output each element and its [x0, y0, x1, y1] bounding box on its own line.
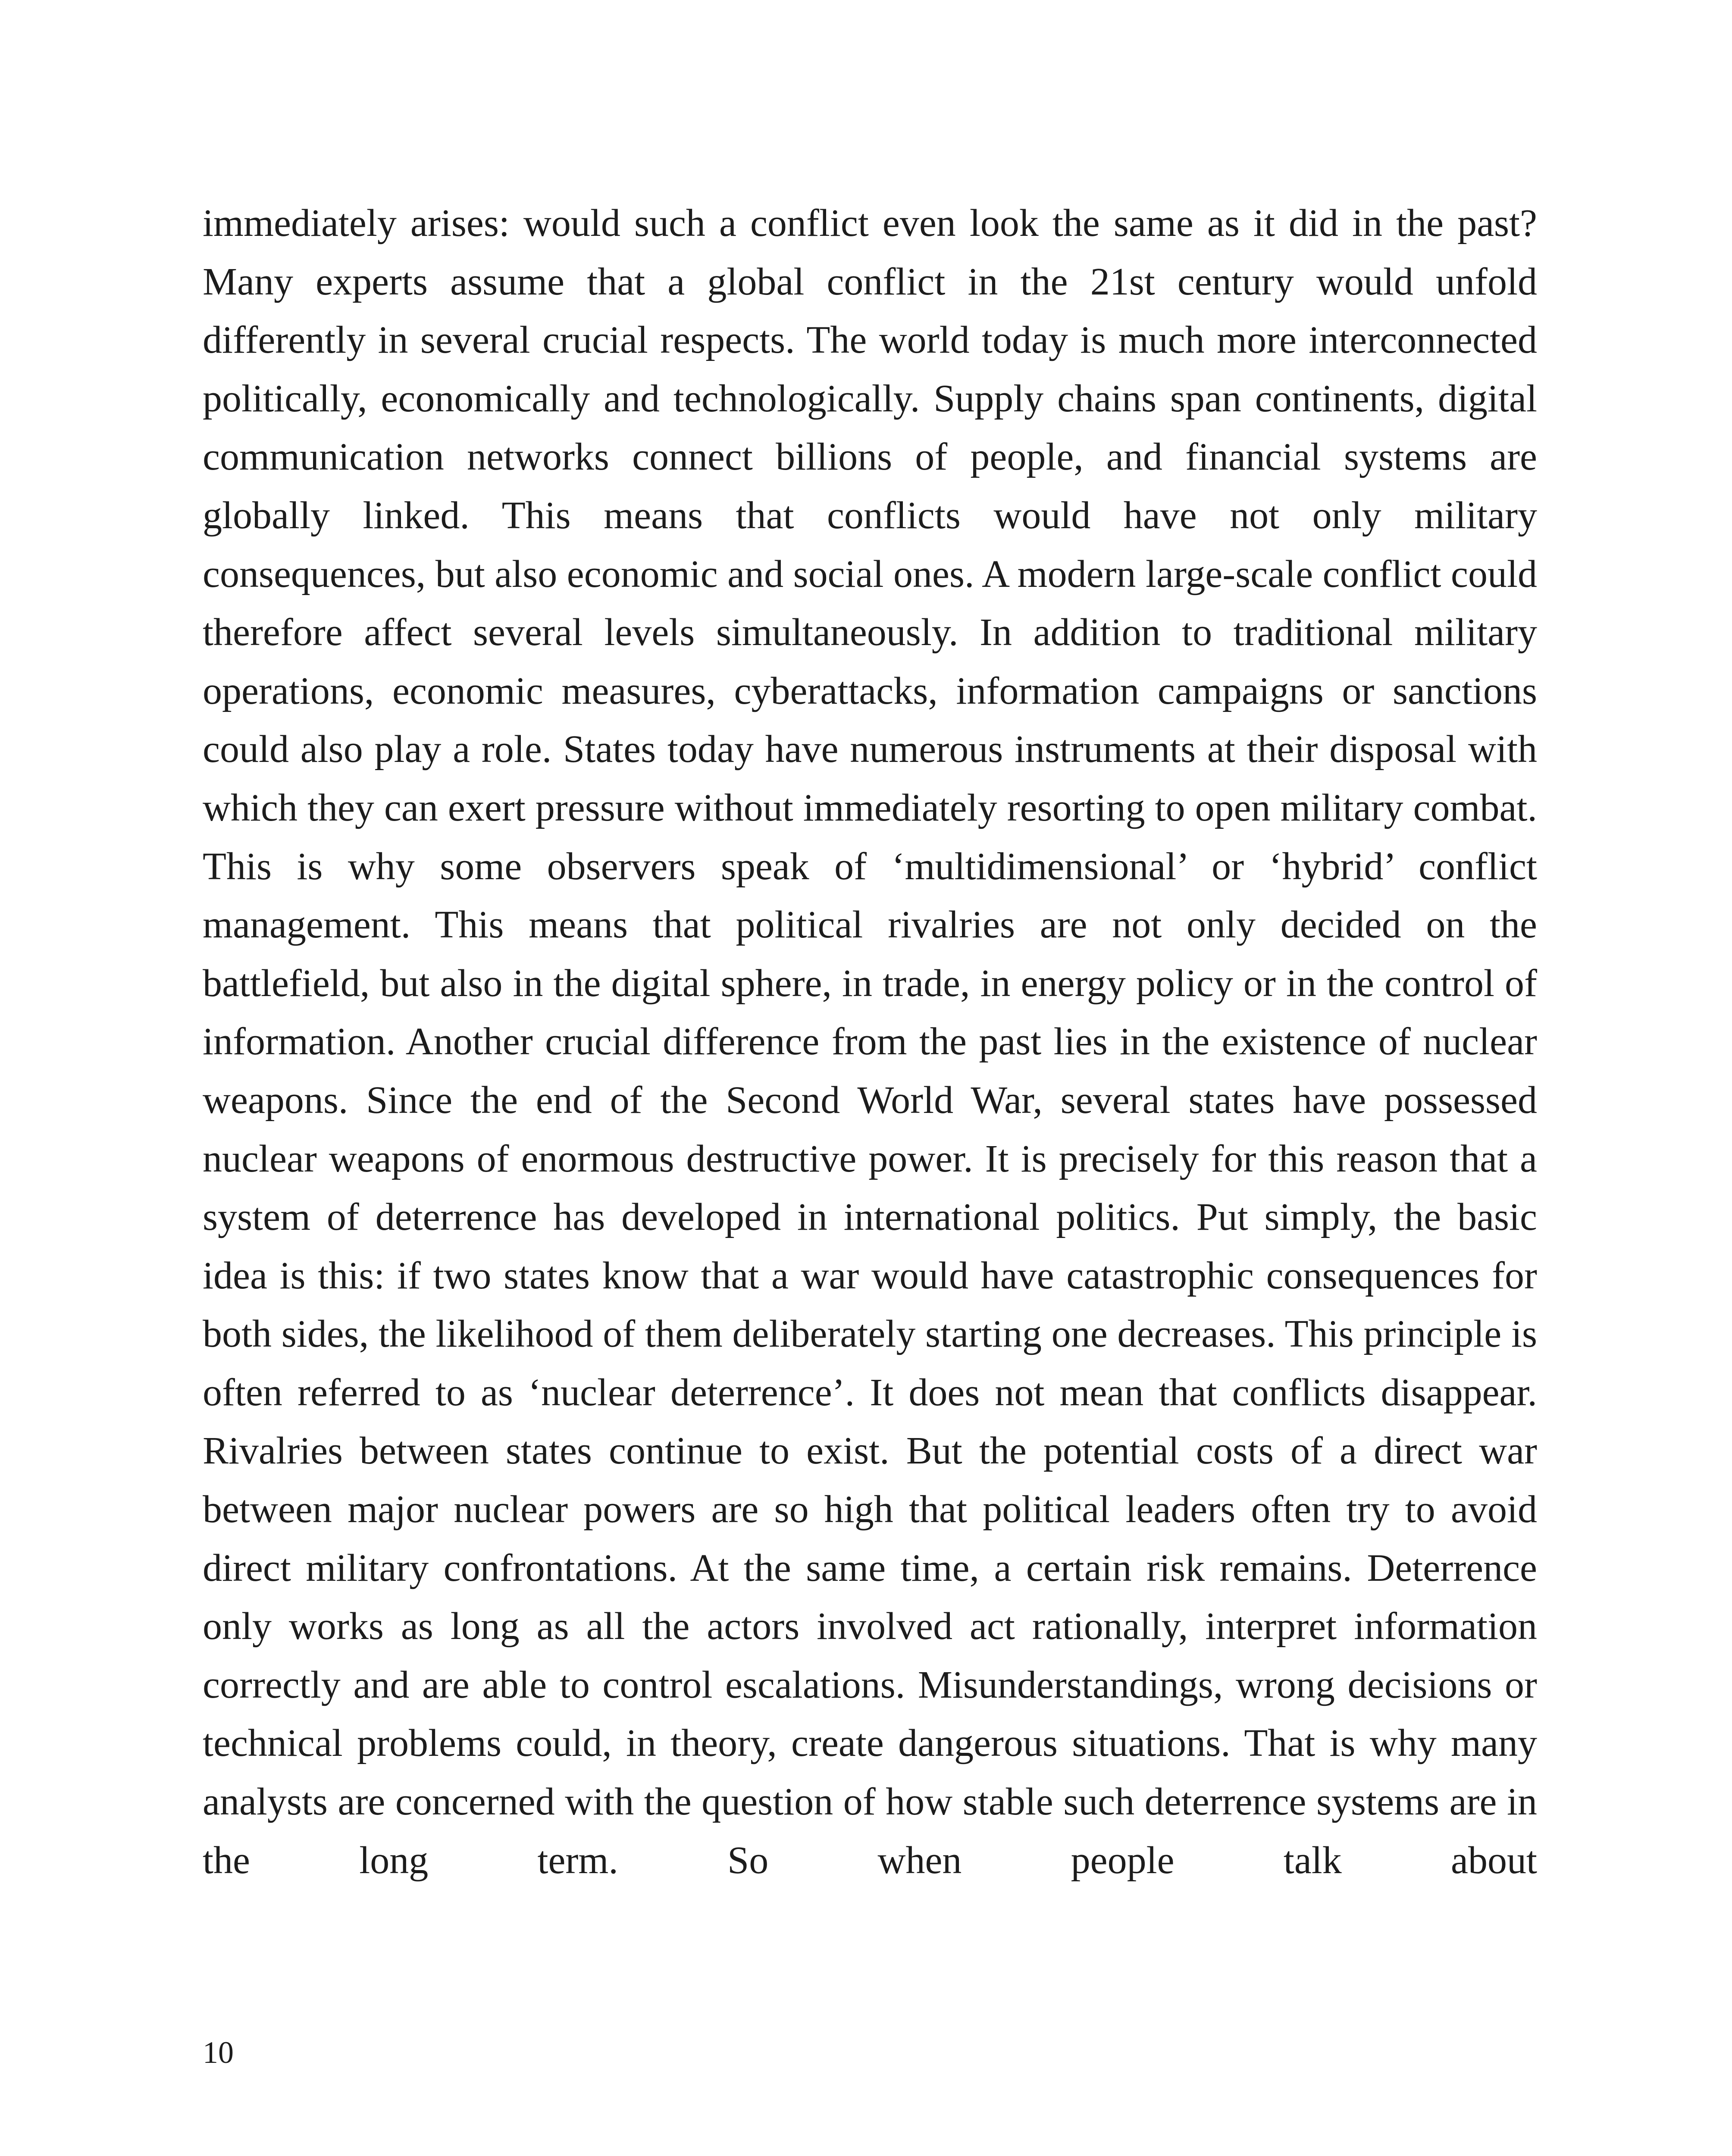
body-paragraph: immediately arises: would such a conflict even look the same as it did in the past? Many experts assume that a global conflict in the 21st century would unfold differently in several crucial respects. The world today is much more interconnected politically, economically and technologically. Supply chains span continents, digital communication networks connect billions of people, and financial systems are globally linked. This means that conflicts would have not only military consequences, but also economic and social ones. A modern large-scale conflict could therefore affect several levels simultaneously. In addition to traditional military operations, economic measures, cyberattacks, information campaigns or sanctions could also play a role. States today have numerous instruments at their disposal with which they can exert pressure without immediately resorting to open military combat. This is why some observers speak of ‘multidimensional’ or ‘hybrid’ conflict management. This means that political rivalries are not only decided on the battlefield, but also in the digital sphere, in trade, in energy policy or in the control of information. Another crucial difference from the past lies in the existence of nuclear weapons. Since the end of the Second World War, several states have possessed nuclear weapons of enormous destructive power. It is precisely for this reason that a system of deterrence has developed in international politics. Put simply, the basic idea is this: if two states know that a war would have catastrophic consequences for both sides, the likelihood of them deliberately starting one decreases. This principle is often referred to as ‘nuclear deterrence’. It does not mean that conflicts disappear. Rivalries between states continue to exist. But the potential costs of a direct war between major nuclear powers are so high that political leaders often try to avoid direct military confrontations. At the same time, a certain risk remains. Deterrence only works as long as all the actors involved act rationally, interpret information correctly and are able to control escalations. Misunderstandings, wrong decisions or technical problems could, in theory, create dangerous situations. That is why many analysts are concerned with the question of how stable such deterrence systems are in the long term. So when people talk about: [203, 202, 1537, 1882]
page-number: 10: [203, 2035, 234, 2070]
